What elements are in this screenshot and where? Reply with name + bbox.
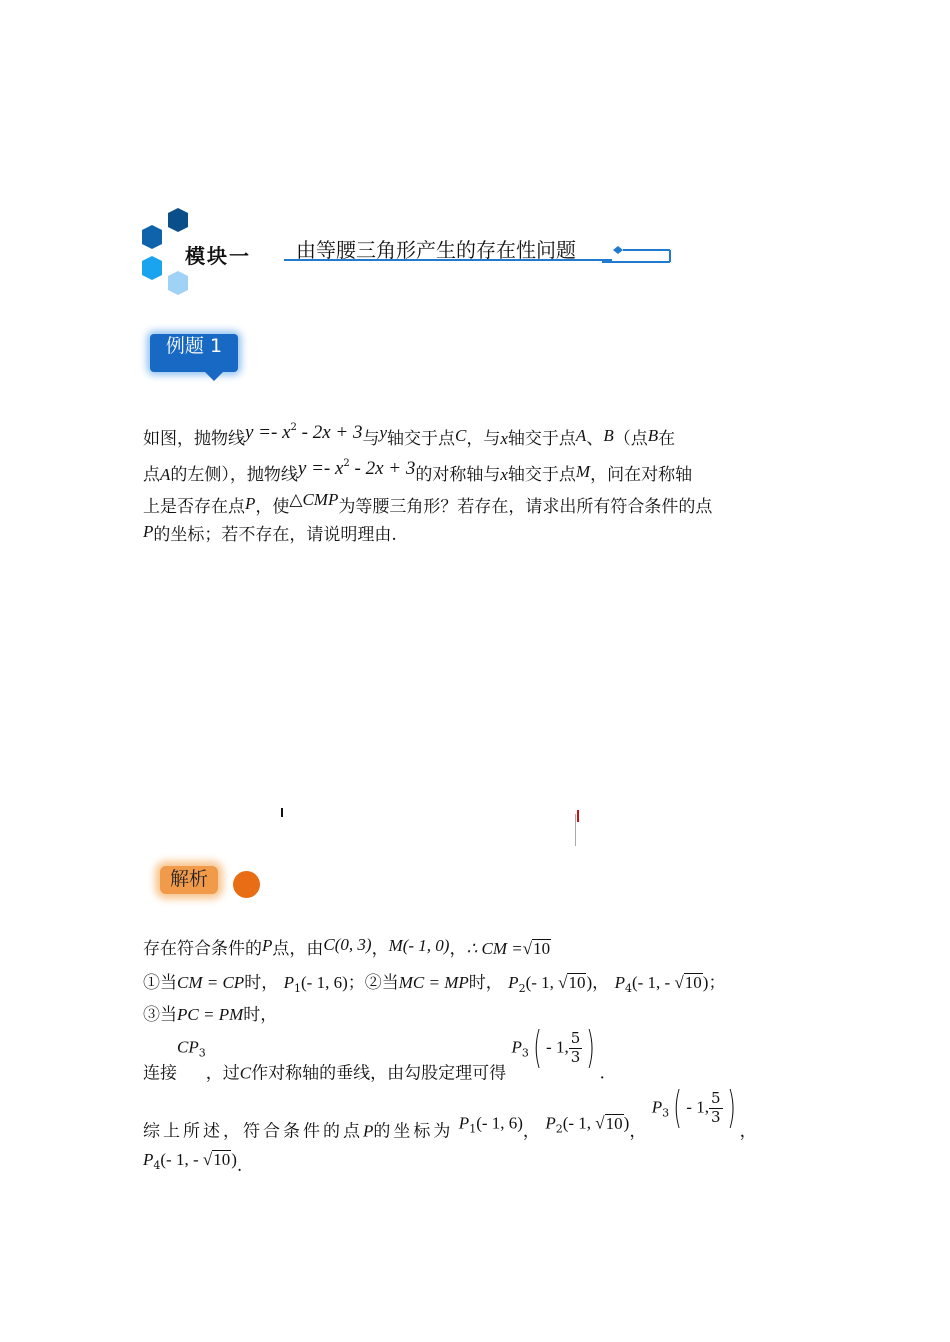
diamond-marker — [613, 246, 623, 254]
tick-mark-red — [577, 810, 579, 822]
example-badge — [150, 334, 238, 372]
analysis-label: 解析 — [169, 868, 208, 890]
problem-line-3: 上是否存在点P，使△CMP为等腰三角形？若存在，请求出所有符合条件的点 — [143, 490, 713, 517]
analysis-line-2: ①当CM = CP时， $P_1(-$ 1, 6)；②当MC = MP时， $P_2(-$ 1, √10)， $P_4(-$ 1, - √10)； — [143, 973, 726, 995]
hexagon-dark-blue — [168, 208, 188, 232]
analysis-line-3: ③当PC = PM时， — [143, 1005, 278, 1025]
hexagon-light-blue — [142, 256, 162, 280]
hexagon-pale-blue — [168, 271, 188, 295]
module-title: 由等腰三角形产生的存在性问题 — [296, 238, 576, 262]
tick-mark-grey — [575, 814, 576, 846]
analysis-badge — [160, 866, 218, 894]
module-label: 模块一 — [185, 244, 251, 268]
orange-dot — [233, 871, 260, 898]
analysis-line-6: $P_4(-$ 1, - √10). — [143, 1150, 243, 1176]
analysis-line-1: 存在符合条件的P点，由C(0, 3)，M(- 1, 0)，∴ CM =√10 — [143, 935, 551, 959]
analysis-line-5: 综上所述，符合条件的点P的坐标为 $P_1(-$ 1, 6)， $P_2(-$ 1, √10)， $P_3( - 1$, $\frac{5}{3}$ ) ， — [143, 1082, 757, 1142]
problem-line-1: 如图，抛物线$y =- x^2 - 2x + 3$与y轴交于点C，与x轴交于点A、B（点B在 — [143, 422, 676, 449]
tick-mark — [281, 808, 283, 817]
hexagon-blue — [142, 225, 162, 249]
problem-line-2: 点A的左侧），抛物线$y =- x^2 - 2x + 3$的对称轴与x轴交于点M，问在对称轴 — [143, 458, 693, 485]
example-label: 例题 1 — [165, 335, 223, 357]
analysis-line-4: 连接$CP_3$，过C作对称轴的垂线，由勾股定理可得 $P_3( - 1$, $\frac{5}{3}$ ). — [143, 1022, 605, 1084]
example-badge-tail — [204, 371, 224, 381]
problem-line-4: P的坐标；若不存在，请说明理由. — [143, 522, 397, 545]
